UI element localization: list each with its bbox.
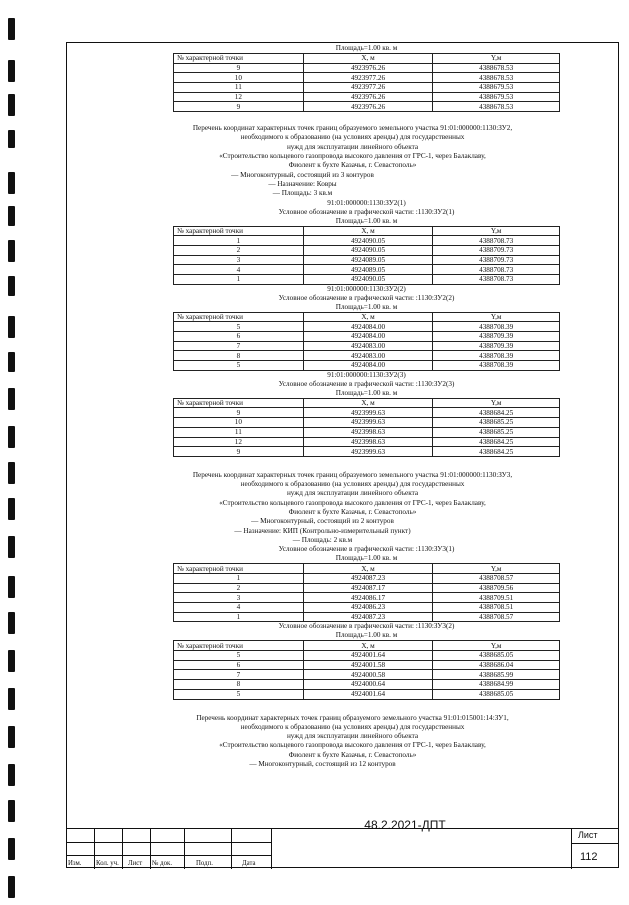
table-row: 2 4924090.05 4388709.73 — [174, 245, 560, 255]
contour-designation: Условное обозначение в графической части: :1130:ЗУ2(2) — [278, 293, 455, 302]
page-content — [66, 44, 619, 769]
sheet-box-divider — [571, 829, 572, 869]
contour-id: 91:01:000000:1130:ЗУ2(3) — [327, 370, 406, 379]
table-row: 6 4924084.00 4388709.39 — [174, 332, 560, 342]
table-row: 8 4924000.64 4388684.99 — [174, 680, 560, 690]
table-row: 4 4924089.05 4388708.73 — [174, 265, 560, 275]
table-row: 1 4924087.23 4388708.57 — [174, 573, 560, 583]
section-zu2-intro: Перечень координат характерных точек границ образуемого земельного участка 91:01:000000:1130:ЗУ2, необходимого к образованию (на условиях аренды) для государственных нужд для эксплуатации линейного объекта «Строительство кольцевого газопровода высокого давления от ГРС-1, через Балаклаву, Фиолент к бухте Казачья, г. Севастополь» — [192, 124, 513, 170]
sheet-box-hline — [571, 843, 619, 844]
revision-grid — [66, 829, 271, 869]
table-row: 1 4924090.05 4388708.73 — [174, 236, 560, 246]
contour-id: 91:01:000000:1130:ЗУ2(1) — [327, 198, 406, 207]
coords-table-zu2-1: № характерной точки X, м Y,м 1 4924090.05 4388708.73 2 4924090.05 4388709.73 3 4924089.05 4388709.73 4 4924089.05 4388708.73 1 4924090.05 4388708.73 — [173, 226, 560, 285]
table-row: 11 4923977.26 4388679.53 — [174, 83, 560, 93]
table-row: 5 4924001.64 4388685.05 — [174, 689, 560, 699]
table-row: 9 4923976.26 4388678.53 — [174, 102, 560, 112]
coords-table-zu2-3: № характерной точки X, м Y,м 9 4923999.63 4388684.25 10 4923999.63 4388685.25 11 4923998.63 4388685.25 12 4923998.63 4388684.25 9 4923999.63 4388684.25 — [173, 398, 560, 457]
col-doc-no: № док. — [152, 860, 173, 867]
table-row: 2 4924087.17 4388709.56 — [174, 583, 560, 593]
section-zu1-bullets: — Многоконтурный, состоящий из 12 контуров — [249, 759, 396, 768]
area-caption: Площадь=1.00 кв. м — [335, 631, 398, 640]
table-row: 1 4924087.23 4388708.57 — [174, 612, 560, 622]
table-row: 12 4923976.26 4388679.53 — [174, 92, 560, 102]
area-caption: Площадь=1.00 кв. м — [335, 44, 398, 52]
table-row: 3 4924089.05 4388709.73 — [174, 255, 560, 265]
table-row: 11 4923998.63 4388685.25 — [174, 427, 560, 437]
col-list: Лист — [128, 860, 143, 867]
coords-table-top — [173, 53, 560, 112]
table-row: 9 4923976.26 4388678.53 — [174, 63, 560, 73]
table-row: 7 4924000.58 4388685.99 — [174, 670, 560, 680]
table-row: 10 4923977.26 4388678.53 — [174, 73, 560, 83]
col-izm: Изм. — [68, 860, 82, 867]
coords-table-zu3-2: № характерной точки X, м Y,м 5 4924001.64 4388685.05 6 4924001.58 4388686.04 7 4924000.58 4388685.99 8 4924000.64 4388684.99 5 4924001.64 4388685.05 — [173, 640, 560, 699]
area-caption: Площадь=1.00 кв. м — [335, 302, 398, 311]
table-row: 7 4924083.00 4388709.39 — [174, 341, 560, 351]
table-row: 3 4924086.17 4388709.51 — [174, 593, 560, 603]
section-zu2-bullets: — Многоконтурный, состоящий из 3 контуров — Назначение: Ковры — Площадь: 3 кв.м — [231, 170, 374, 198]
table-row: 6 4924001.58 4388686.04 — [174, 660, 560, 670]
document-number: 48.2.2021-ДПТ — [364, 818, 446, 832]
contour-designation: Условное обозначение в графической части: :1130:ЗУ3(2) — [278, 622, 455, 631]
title-block — [66, 828, 619, 869]
section-zu3-bullets: — Многоконтурный, состоящий из 2 контуров — Назначение: КИП (Контрольно-измерительный пункт) — Площадь: 2 кв.м — [234, 517, 411, 544]
table-row: 5 4924084.00 4388708.39 — [174, 361, 560, 371]
col-header-point: № характерной точки — [174, 54, 304, 64]
sheet-label: Лист — [578, 830, 598, 840]
area-caption: Площадь=1.00 кв. м — [335, 554, 398, 563]
table-row: 1 4924090.05 4388708.73 — [174, 274, 560, 284]
contour-designation: Условное обозначение в графической части: :1130:ЗУ2(3) — [278, 379, 455, 388]
table-row: 9 4923999.63 4388684.25 — [174, 447, 560, 457]
contour-id: 91:01:000000:1130:ЗУ2(2) — [327, 284, 406, 293]
col-podp: Подп. — [196, 860, 213, 867]
area-caption: Площадь=1.00 кв. м — [335, 388, 398, 397]
coords-table-zu3-1: № характерной точки X, м Y,м 1 4924087.23 4388708.57 2 4924087.17 4388709.56 3 4924086.17 4388709.51 4 4924086.23 4388708.51 1 4924087.23 4388708.57 — [173, 563, 560, 622]
table-row: 9 4923999.63 4388684.25 — [174, 408, 560, 418]
contour-designation: Условное обозначение в графической части: :1130:ЗУ3(1) — [278, 545, 455, 554]
table-row: 8 4924083.00 4388708.39 — [174, 351, 560, 361]
col-data: Дата — [242, 860, 256, 867]
table-row: 10 4923999.63 4388685.25 — [174, 418, 560, 428]
col-header-x: X, м — [303, 54, 433, 64]
contour-designation: Условное обозначение в графической части: :1130:ЗУ2(1) — [278, 207, 455, 216]
sheet-number: 112 — [580, 851, 598, 863]
section-zu1-intro: Перечень координат характерных точек границ образуемого земельного участка 91:01:015001:14:ЗУ1, необходимого к образованию (на условиях аренды) для государственных нужд для эксплуатации линейного объекта «Строительство кольцевого газопровода высокого давления от ГРС-1, через Балаклаву, Фиолент к бухте Казачья, г. Севастополь» — [196, 713, 509, 759]
col-header-y: Y,м — [433, 54, 560, 64]
section-zu3-intro: Перечень координат характерных точек границ образуемого земельного участка 91:01:000000:1130:ЗУ3, необходимого к образованию (на условиях аренды) для государственных нужд для эксплуатации линейного объекта «Строительство кольцевого газопровода высокого давления от ГРС-1, через Балаклаву, Фиолент к бухте Казачья, г. Севастополь» — [192, 470, 513, 517]
coords-table-zu2-2: № характерной точки X, м Y,м 5 4924084.00 4388708.39 6 4924084.00 4388709.39 7 4924083.00 4388709.39 8 4924083.00 4388708.39 5 4924084.00 4388708.39 — [173, 312, 560, 371]
table-row: 5 4924001.64 4388685.05 — [174, 651, 560, 661]
col-kol-uch: Кол. уч. — [96, 860, 119, 867]
area-caption: Площадь=1.00 кв. м — [335, 216, 398, 225]
table-row: 5 4924084.00 4388708.39 — [174, 322, 560, 332]
table-row: 12 4923998.63 4388684.25 — [174, 437, 560, 447]
table-row: 4 4924086.23 4388708.51 — [174, 603, 560, 613]
